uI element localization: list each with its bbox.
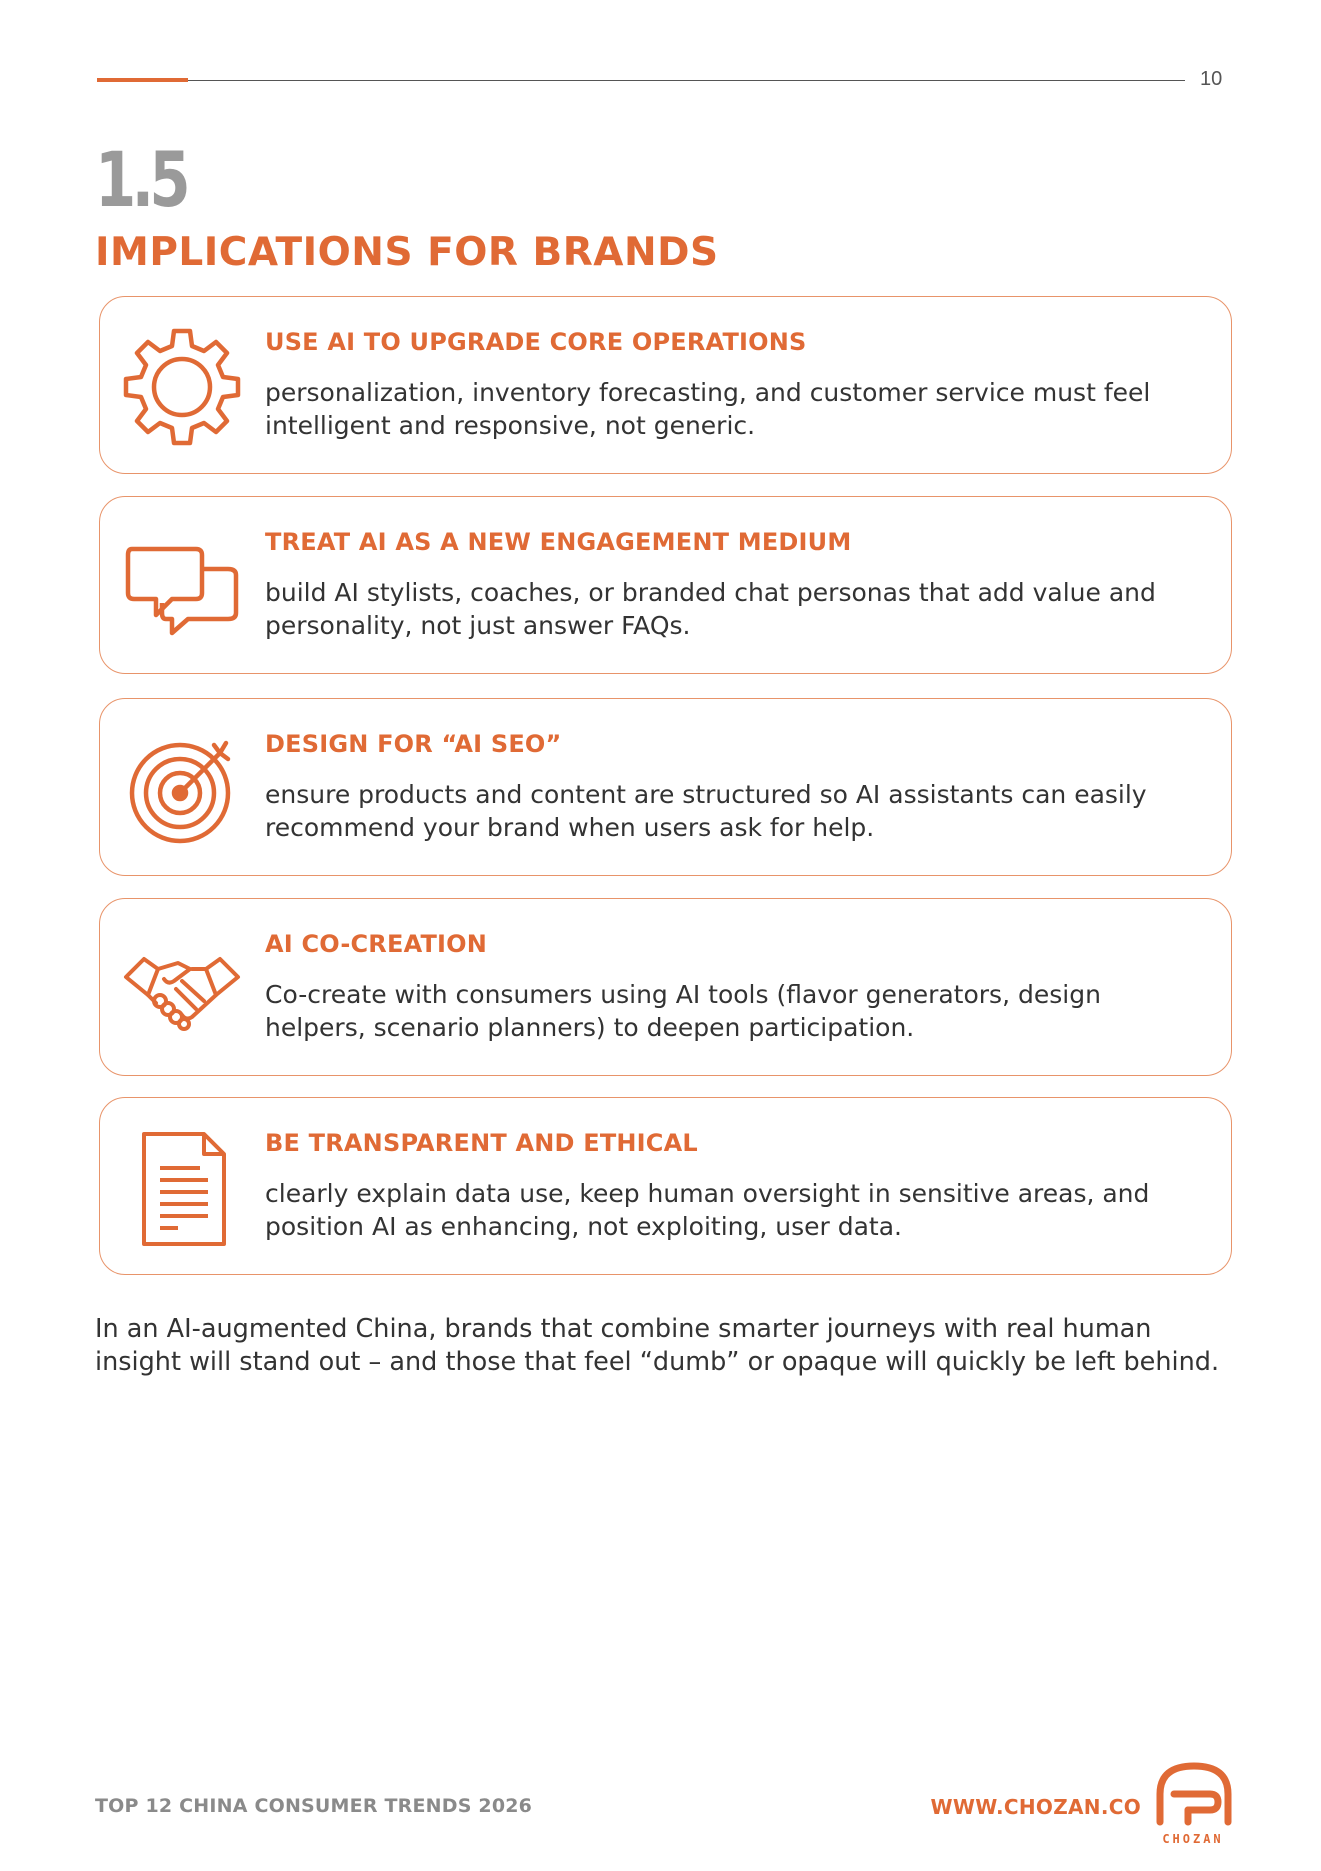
header-rule (97, 80, 1185, 81)
card-heading: USE AI TO UPGRADE CORE OPERATIONS (265, 328, 807, 356)
card-body: clearly explain data use, keep human oversight in sensitive areas, and position AI as enhancing, not exploiting, user data. (265, 1179, 1150, 1241)
implication-card-ai-seo (99, 698, 1232, 876)
document-icon (122, 1128, 242, 1248)
implication-card-engagement (99, 496, 1232, 674)
card-body: personalization, inventory forecasting, and customer service must feel intelligent and responsive, not generic. (265, 378, 1151, 440)
header-rule-accent (97, 78, 188, 82)
card-heading: DESIGN FOR “AI SEO” (265, 730, 562, 758)
page-number: 10 (1200, 68, 1223, 90)
chozan-logo (1148, 1760, 1238, 1852)
implication-card-ethics (99, 1097, 1232, 1275)
implication-card-operations (99, 296, 1232, 474)
handshake-icon (122, 929, 242, 1049)
target-icon (122, 729, 242, 849)
card-heading: BE TRANSPARENT AND ETHICAL (265, 1129, 698, 1157)
logo-wordmark: CHOZAN (1162, 1832, 1224, 1846)
card-heading: TREAT AI AS A NEW ENGAGEMENT MEDIUM (265, 528, 852, 556)
chat-bubbles-icon (122, 527, 242, 647)
section-number: 1.5 (95, 135, 186, 224)
card-heading: AI CO-CREATION (265, 930, 488, 958)
gear-icon (122, 327, 242, 447)
card-body: Co-create with consumers using AI tools (flavor generators, design helpers, scenario planners) to deepen participation. (265, 980, 1101, 1042)
footer-website-link[interactable]: WWW.CHOZAN.CO (930, 1795, 1141, 1819)
implication-card-co-creation (99, 898, 1232, 1076)
card-body: ensure products and content are structured so AI assistants can easily recommend your brand when users ask for help. (265, 780, 1147, 842)
closing-paragraph: In an AI-augmented China, brands that combine smarter journeys with real human insight will stand out – and those that feel “dumb” or opaque will quickly be left behind. (95, 1314, 1220, 1377)
section-title: IMPLICATIONS FOR BRANDS (95, 230, 719, 275)
helmet-logo-icon (1148, 1760, 1238, 1830)
footer-report-title: TOP 12 CHINA CONSUMER TRENDS 2026 (95, 1795, 533, 1817)
card-body: build AI stylists, coaches, or branded chat personas that add value and personality, not just answer FAQs. (265, 578, 1156, 640)
